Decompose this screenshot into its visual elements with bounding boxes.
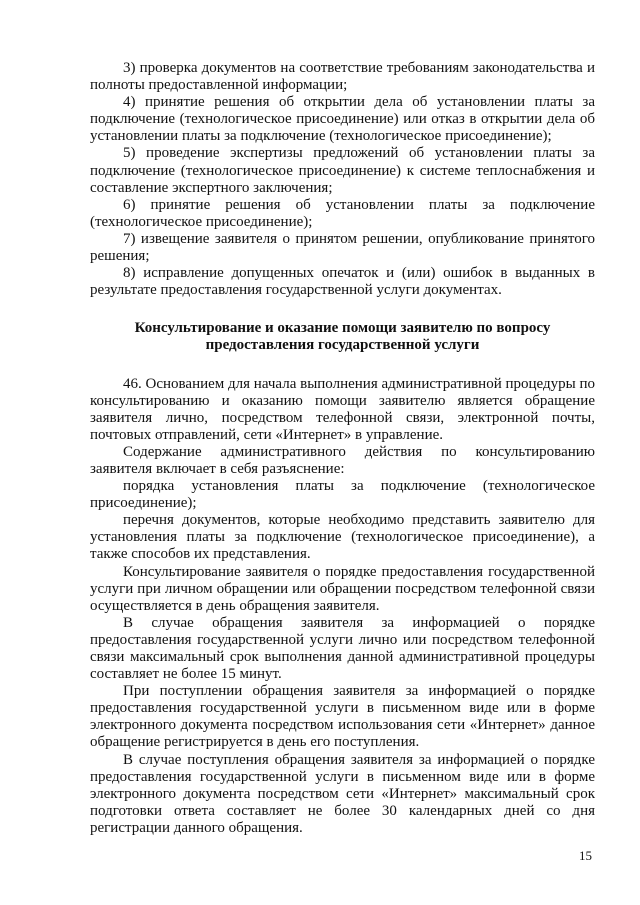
list-item: 6) принятие решения об установлении платы за подключение (технологическое присоединение); (90, 196, 595, 230)
paragraph: В случае поступления обращения заявителя за информацией о порядке предоставления государственной услуги в письменном виде или в форме электронного документа посредством сети «Интернет» максимальный срок подготовки ответа составляет не более 30 календарных дней со дня регистрации данного обращения. (90, 751, 595, 836)
paragraph: В случае обращения заявителя за информацией о порядке предоставления государственной услуги лично или посредством телефонной связи максимальный срок выполнения данной административной процедуры составляет не более 15 минут. (90, 614, 595, 683)
list-item: 4) принятие решения об открытии дела об установлении платы за подключение (технологическое присоединение) или отказ в открытии дела об установлении платы за подключение (технологическое присоединение); (90, 94, 595, 145)
paragraph: При поступлении обращения заявителя за информацией о порядке предоставления государственной услуги в письменном виде или в форме электронного документа посредством использования сети «Интернет» данное обращение регистрируется в день его поступления. (90, 683, 595, 751)
list-item: 5) проведение экспертизы предложений об установлении платы за подключение (технологическое присоединение) к системе теплоснабжения и составление экспертного заключения; (90, 145, 595, 196)
paragraph: порядка установления платы за подключение (технологическое присоединение); (90, 478, 595, 512)
document-body (90, 60, 595, 837)
list-item: 3) проверка документов на соответствие требованиям законодательства и полноты предоставленной информации; (90, 60, 595, 94)
paragraph: перечня документов, которые необходимо представить заявителю для установления платы за подключение (технологическое присоединение), а также способов их представления. (90, 512, 595, 563)
list-item: 8) исправление допущенных опечаток и (или) ошибок в выданных в результате предоставления государственной услуги документах. (90, 265, 595, 299)
paragraph: 46. Основанием для начала выполнения административной процедуры по консультированию и оказанию помощи заявителю является обращение заявителя лично, посредством телефонной связи, электронной почты, почтовых отправлений, сети «Интернет» в управление. (90, 375, 595, 443)
paragraph: Консультирование заявителя о порядке предоставления государственной услуги при личном обращении или обращении посредством телефонной связи осуществляется в день обращения заявителя. (90, 563, 595, 614)
section-heading: Консультирование и оказание помощи заявителю по вопросу предоставления государственной услуги (134, 320, 551, 354)
page-number: 15 (579, 848, 592, 863)
list-item: 7) извещение заявителя о принятом решении, опубликование принятого решения; (90, 230, 595, 265)
paragraph: Содержание административного действия по консультированию заявителя включает в себя разъяснение: (90, 443, 595, 477)
